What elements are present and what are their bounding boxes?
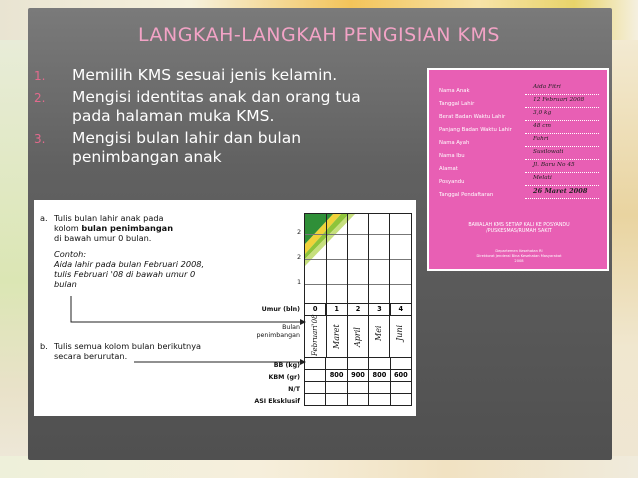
grid-line bbox=[326, 315, 327, 357]
card-field-value: 3,0 kg bbox=[533, 110, 552, 116]
grid-line bbox=[389, 315, 390, 357]
bb-row bbox=[305, 358, 411, 370]
card-field-label: Tanggal Pendaftaran bbox=[439, 192, 494, 198]
kbm-label: KBM (gr) bbox=[268, 374, 300, 381]
instruction-b-label: b. bbox=[40, 341, 48, 351]
card-field-label: Berat Badan Waktu Lahir bbox=[439, 114, 506, 120]
grid-line bbox=[368, 315, 369, 357]
example-line1: Aida lahir pada bulan Februari 2008, bbox=[54, 259, 205, 269]
card-field-label: Panjang Badan Waktu Lahir bbox=[439, 127, 512, 133]
step-item bbox=[34, 66, 404, 85]
y-tick-label: 1 bbox=[297, 278, 302, 286]
kbm-cell bbox=[305, 370, 326, 381]
grid-line bbox=[389, 214, 390, 315]
step-item bbox=[34, 129, 404, 167]
card-field-label: Tanggal Lahir bbox=[439, 101, 475, 107]
bulan-label-2: penimbangan bbox=[256, 332, 300, 339]
month-name: Mei bbox=[374, 325, 383, 341]
measurement-table bbox=[304, 358, 412, 406]
y-tick-label: 2 bbox=[297, 228, 302, 236]
age-cell: 4 bbox=[398, 305, 404, 313]
card-footer: Departemen Kesehatan RI Direktorat Jenderal Bina Kesehatan Masyarakat 2008 bbox=[476, 249, 562, 263]
bulan-label-1: Bulan bbox=[282, 324, 300, 331]
growth-chart-area bbox=[304, 213, 412, 316]
instruction-b-line1: Tulis semua kolom bulan berikutnya bbox=[54, 341, 202, 351]
instruction-a-line3: di bawah umur 0 bulan. bbox=[54, 233, 152, 243]
card-field-label: Alamat bbox=[439, 166, 458, 172]
grid-line bbox=[368, 214, 369, 315]
instruction-a-label: a. bbox=[40, 213, 48, 223]
instruction-b-line2: secara berurutan. bbox=[54, 351, 128, 361]
kms-card-pink bbox=[429, 70, 607, 269]
asi-label: ASI Eksklusif bbox=[254, 398, 300, 405]
background-left-decoration bbox=[0, 40, 28, 478]
step-text: Mengisi bulan lahir dan bulan penimbangan anak bbox=[72, 129, 302, 166]
card-reminder-note: BAWALAH KMS SETIAP KALI KE POSYANDU /PUSKESMAS/RUMAH SAKIT bbox=[468, 223, 570, 234]
kbm-cell: 800 bbox=[326, 370, 347, 381]
instruction-a-line2: kolom bulan penimbangan bbox=[54, 223, 174, 233]
example-line3: bulan bbox=[54, 279, 77, 289]
kbm-cell: 800 bbox=[369, 370, 390, 381]
age-cell: 1 bbox=[326, 304, 347, 315]
asi-row bbox=[305, 394, 411, 405]
kms-front-card bbox=[427, 68, 609, 271]
instruction-a-line1: Tulis bulan lahir anak pada bbox=[54, 213, 164, 223]
y-tick-label: 2 bbox=[297, 253, 302, 261]
slide-title: LANGKAH-LANGKAH PENGISIAN KMS bbox=[138, 24, 500, 46]
card-field-label: Nama Anak bbox=[439, 88, 470, 94]
age-cell: 3 bbox=[369, 304, 390, 315]
grid-line bbox=[347, 315, 348, 357]
example-title: Contoh: bbox=[54, 249, 87, 259]
age-row-cells bbox=[305, 304, 411, 315]
month-name: Juni bbox=[395, 324, 404, 341]
card-field-value: 12 Februari 2008 bbox=[533, 97, 585, 103]
grid-line bbox=[326, 214, 327, 315]
steps-list bbox=[34, 66, 404, 170]
age-cell: 2 bbox=[348, 304, 369, 315]
grid-line bbox=[347, 214, 348, 315]
month-name: Februari'08 bbox=[311, 314, 319, 356]
step-text: Mengisi identitas anak dan orang tua pada halaman muka KMS. bbox=[72, 88, 361, 125]
step-item bbox=[34, 88, 404, 126]
grid-line bbox=[305, 234, 411, 235]
card-field-label: Posyandu bbox=[439, 179, 465, 185]
card-field-value: 26 Maret 2008 bbox=[533, 187, 588, 195]
month-name: Maret bbox=[332, 324, 341, 349]
step-number: 3. bbox=[34, 132, 46, 146]
bb-label: BB (kg) bbox=[273, 362, 300, 369]
background-right-decoration bbox=[612, 40, 638, 478]
umur-label: Umur (bln) bbox=[261, 306, 300, 313]
kbm-cell: 600 bbox=[393, 371, 408, 379]
growth-bands bbox=[305, 214, 411, 315]
nt-row bbox=[305, 382, 411, 394]
kms-example-figure bbox=[34, 200, 416, 416]
grid-line bbox=[305, 259, 411, 260]
month-name: April bbox=[353, 327, 362, 347]
step-number: 1. bbox=[34, 69, 46, 83]
kbm-cell: 900 bbox=[348, 370, 369, 381]
nt-label: N/T bbox=[288, 386, 300, 393]
card-field-value: Melati bbox=[533, 175, 552, 181]
step-number: 2. bbox=[34, 91, 46, 105]
card-field-value: Fahri bbox=[533, 136, 549, 142]
card-field-value: Aida Fitri bbox=[533, 84, 561, 90]
step-text: Memilih KMS sesuai jenis kelamin. bbox=[72, 66, 338, 84]
month-row bbox=[304, 315, 412, 358]
card-field-value: Jl. Baru No 45 bbox=[533, 162, 575, 168]
card-field-label: Nama Ibu bbox=[439, 153, 465, 159]
grid-line bbox=[305, 284, 411, 285]
kbm-row bbox=[305, 370, 411, 382]
age-cell: 0 bbox=[305, 304, 326, 315]
card-field-value: Susilowati bbox=[533, 149, 564, 155]
card-field-label: Nama Ayah bbox=[439, 140, 470, 146]
example-line2: tulis Februari '08 di bawah umur 0 bbox=[54, 269, 196, 279]
card-field-value: 48 cm bbox=[533, 123, 551, 129]
